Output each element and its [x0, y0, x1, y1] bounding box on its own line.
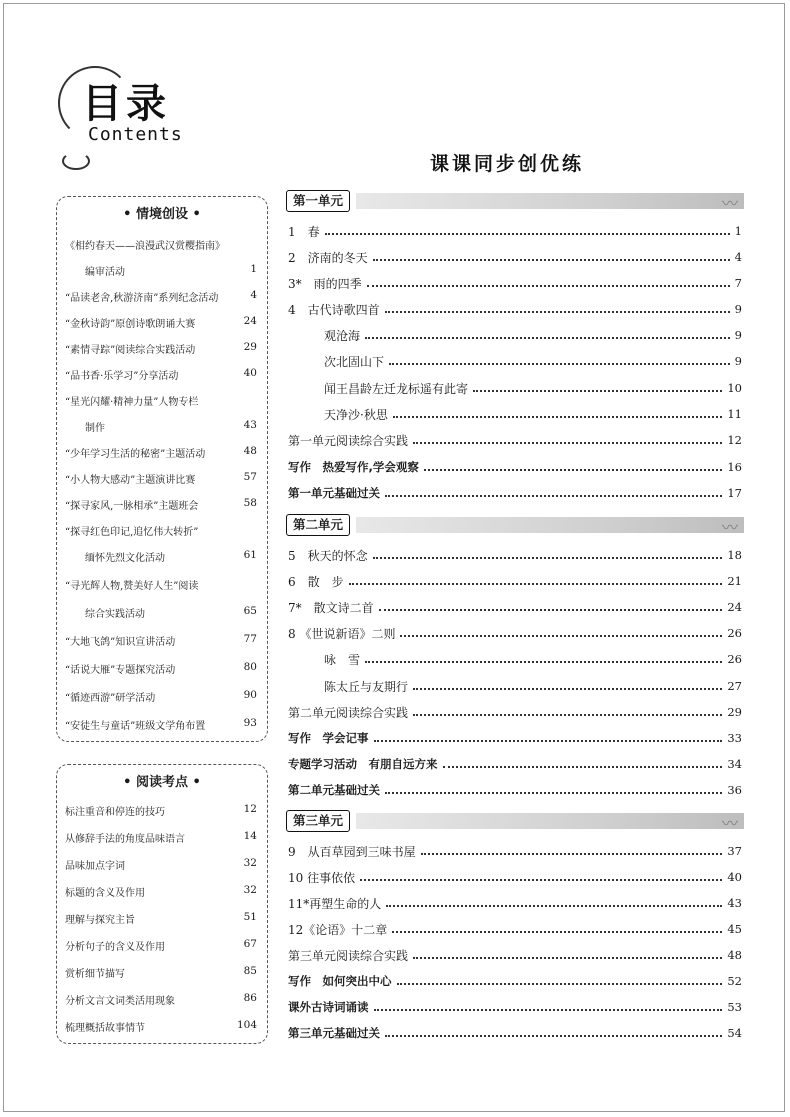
list-item[interactable]: “小人物大感动”主题演讲比赛 57: [65, 471, 257, 486]
toc-entry[interactable]: 咏 雪 26: [324, 652, 742, 667]
unit-band: [356, 813, 744, 829]
unit-header-1: [286, 190, 744, 212]
list-item[interactable]: 赏析细节描写 85: [65, 965, 257, 980]
list-item[interactable]: “品读老舍,秋游济南”系列纪念活动 4: [65, 289, 257, 304]
list-item[interactable]: “探寻家风,一脉相承”主题班会 58: [65, 497, 257, 512]
list-item[interactable]: “金秋诗韵”原创诗歌朗诵大赛 24: [65, 315, 257, 330]
list-item[interactable]: “星光闪耀·精神力量”人物专栏: [65, 397, 199, 408]
toc-entry[interactable]: 写作 如何突出中心 52: [288, 974, 742, 988]
toc-entry[interactable]: 课外古诗词诵读 53: [288, 1000, 742, 1014]
list-item[interactable]: “话说大雁”专题探究活动 80: [65, 661, 257, 676]
list-item[interactable]: “素情寻踪”阅读综合实践活动 29: [65, 341, 257, 356]
wave-ornament-icon: 〰: [721, 814, 738, 833]
toc-entry[interactable]: 第三单元基础过关 54: [288, 1026, 742, 1040]
list-item[interactable]: 标注重音和停连的技巧 12: [65, 803, 257, 818]
toc-entry[interactable]: 4 古代诗歌四首 9: [288, 302, 742, 317]
unit-band: [356, 517, 744, 533]
toc-entry[interactable]: 第一单元阅读综合实践 12: [288, 433, 742, 448]
list-item[interactable]: 标题的含义及作用 32: [65, 884, 257, 899]
reading-box: [56, 764, 268, 1044]
title-cn: 目录: [82, 81, 170, 127]
toc-entry[interactable]: 7* 散文诗二首 24: [288, 600, 742, 615]
list-item[interactable]: 分析句子的含义及作用 67: [65, 938, 257, 953]
toc-entry[interactable]: 观沧海 9: [324, 328, 742, 343]
situational-box: [56, 196, 268, 742]
title-en: Contents: [88, 124, 183, 145]
toc-entry[interactable]: 第一单元基础过关 17: [288, 486, 742, 500]
toc-entry[interactable]: 次北固山下 9: [324, 354, 742, 369]
unit-label: 第二单元: [286, 514, 350, 536]
unit-label: 第一单元: [286, 190, 350, 212]
list-item[interactable]: “少年学习生活的秘密”主题活动 48: [65, 445, 257, 460]
toc-entry[interactable]: 闻王昌龄左迁龙标遥有此寄 10: [324, 381, 742, 396]
toc-entry[interactable]: 10 往事依依 40: [288, 870, 742, 885]
toc-entry[interactable]: 3* 雨的四季 7: [288, 276, 742, 291]
toc-entry[interactable]: 天净沙·秋思 11: [324, 407, 742, 422]
list-item[interactable]: 理解与探究主旨 51: [65, 911, 257, 926]
unit-header-2: [286, 514, 744, 536]
toc-entry[interactable]: 第二单元阅读综合实践 29: [288, 705, 742, 720]
logo-swirl: [62, 152, 90, 170]
list-item[interactable]: 缅怀先烈文化活动 61: [85, 549, 257, 564]
toc-entry[interactable]: 9 从百草园到三味书屋 37: [288, 844, 742, 859]
list-item[interactable]: “循迹西游”研学活动 90: [65, 689, 257, 704]
unit-header-3: [286, 810, 744, 832]
list-item[interactable]: “探寻红色印记,追忆伟大转折”: [65, 527, 199, 538]
list-item[interactable]: 分析文言文词类活用现象 86: [65, 992, 257, 1007]
unit-label: 第三单元: [286, 810, 350, 832]
toc-entry[interactable]: 8 《世说新语》二则 26: [288, 626, 742, 641]
situational-heading: • 情境创设 •: [123, 207, 201, 222]
reading-heading: • 阅读考点 •: [123, 775, 201, 790]
list-item[interactable]: 品味加点字词 32: [65, 857, 257, 872]
list-item[interactable]: “安徒生与童话”班级文学角布置 93: [65, 717, 257, 732]
list-item[interactable]: 制作 43: [85, 419, 257, 434]
list-item[interactable]: “大地飞鸽”知识宣讲活动 77: [65, 633, 257, 648]
toc-entry[interactable]: 12《论语》十二章 45: [288, 922, 742, 937]
toc-entry[interactable]: 6 散 步 21: [288, 574, 742, 589]
list-item[interactable]: 梳理概括故事情节 104: [65, 1019, 257, 1034]
toc-entry[interactable]: 5 秋天的怀念 18: [288, 548, 742, 563]
list-item[interactable]: “寻光辉人物,赞美好人生”阅读: [65, 581, 199, 592]
toc-entry[interactable]: 11*再塑生命的人 43: [288, 896, 742, 911]
wave-ornament-icon: 〰: [721, 194, 738, 213]
toc-entry[interactable]: 第三单元阅读综合实践 48: [288, 948, 742, 963]
list-item[interactable]: 综合实践活动 65: [85, 605, 257, 620]
unit-band: [356, 193, 744, 209]
wave-ornament-icon: 〰: [721, 518, 738, 537]
list-item[interactable]: 《相约春天——浪漫武汉赏樱指南》: [65, 241, 225, 252]
toc-entry[interactable]: 写作 热爱写作,学会观察 16: [288, 460, 742, 474]
series-title: 课课同步创优练: [430, 153, 585, 175]
list-item[interactable]: 编审活动 1: [85, 263, 257, 278]
toc-entry[interactable]: 专题学习活动 有朋自远方来 34: [288, 757, 742, 771]
toc-entry[interactable]: 第二单元基础过关 36: [288, 783, 742, 797]
toc-entry[interactable]: 2 济南的冬天 4: [288, 250, 742, 265]
toc-entry[interactable]: 陈太丘与友期行 27: [324, 679, 742, 694]
list-item[interactable]: 从修辞手法的角度品味语言 14: [65, 830, 257, 845]
toc-entry[interactable]: 写作 学会记事 33: [288, 731, 742, 745]
toc-entry[interactable]: 1 春 1: [288, 224, 742, 239]
list-item[interactable]: “品书香·乐学习”分享活动 40: [65, 367, 257, 382]
contents-logo: [58, 66, 198, 156]
